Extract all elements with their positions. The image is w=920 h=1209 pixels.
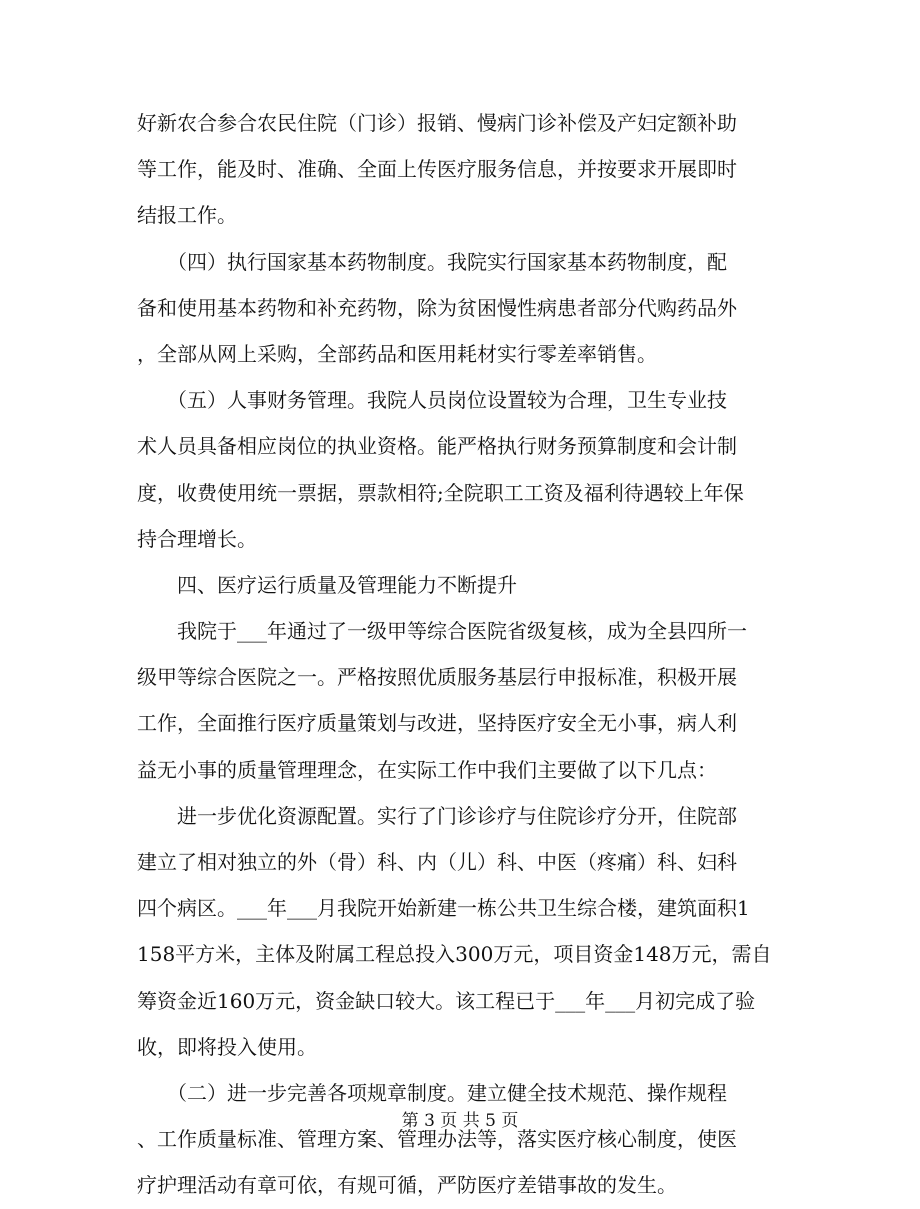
text-line: 我院于___年通过了一级甲等综合医院省级复核，成为全县四所一	[137, 619, 747, 644]
text-line: 进一步优化资源配置。实行了门诊诊疗与住院诊疗分开，住院部	[137, 803, 737, 828]
text-line: 好新农合参合农民住院（门诊）报销、慢病门诊补偿及产妇定额补助	[137, 111, 737, 135]
text-line: 四个病区。___年___月我院开始新建一栋公共卫生综合楼，建筑面积1	[137, 896, 750, 921]
text-line: （二）进一步完善各项规章制度。建立健全技术规范、操作规程	[137, 1080, 727, 1105]
text-line: 术人员具备相应岗位的执业资格。能严格执行财务预算制度和会计制	[137, 434, 737, 459]
text-line: 结报工作。	[137, 203, 237, 228]
text-line: 筹资金近160万元，资金缺口较大。该工程已于___年___月初完成了验	[137, 988, 756, 1013]
text-line: 益无小事的质量管理理念，在实际工作中我们主要做了以下几点：	[137, 757, 717, 782]
page-number-footer: 第 3 页 共 5 页	[401, 1111, 519, 1131]
section-heading: 四、医疗运行质量及管理能力不断提升	[137, 572, 517, 597]
text-line: 工作，全面推行医疗质量策划与改进，坚持医疗安全无小事，病人利	[137, 711, 737, 736]
text-line: 等工作，能及时、准确、全面上传医疗服务信息，并按要求开展即时	[137, 157, 737, 182]
text-line: 备和使用基本药物和补充药物，除为贫困慢性病患者部分代购药品外	[137, 295, 737, 320]
text-line: 建立了相对独立的外（骨）科、内（儿）科、中医（疼痛）科、妇科	[137, 850, 737, 874]
text-line: （五）人事财务管理。我院人员岗位设置较为合理，卫生专业技	[137, 388, 727, 413]
text-line: 持合理增长。	[137, 526, 257, 551]
text-line: 级甲等综合医院之一。严格按照优质服务基层行申报标准，积极开展	[137, 665, 737, 690]
body-text	[137, 100, 783, 1209]
text-line: 、工作质量标准、管理方案、管理办法等，落实医疗核心制度，使医	[137, 1127, 737, 1152]
text-line: 度，收费使用统一票据，票款相符;全院职工工资及福利待遇较上年保	[137, 480, 744, 505]
text-line: ，全部从网上采购，全部药品和医用耗材实行零差率销售。	[137, 341, 657, 366]
text-line: 疗护理活动有章可依，有规可循，严防医疗差错事故的发生。	[137, 1173, 677, 1198]
text-line: 收，即将投入使用。	[137, 1034, 317, 1059]
text-line: （四）执行国家基本药物制度。我院实行国家基本药物制度，配	[137, 249, 727, 274]
text-line: 158平方米，主体及附属工程总投入300万元，项目资金148万元，需自	[137, 942, 772, 967]
